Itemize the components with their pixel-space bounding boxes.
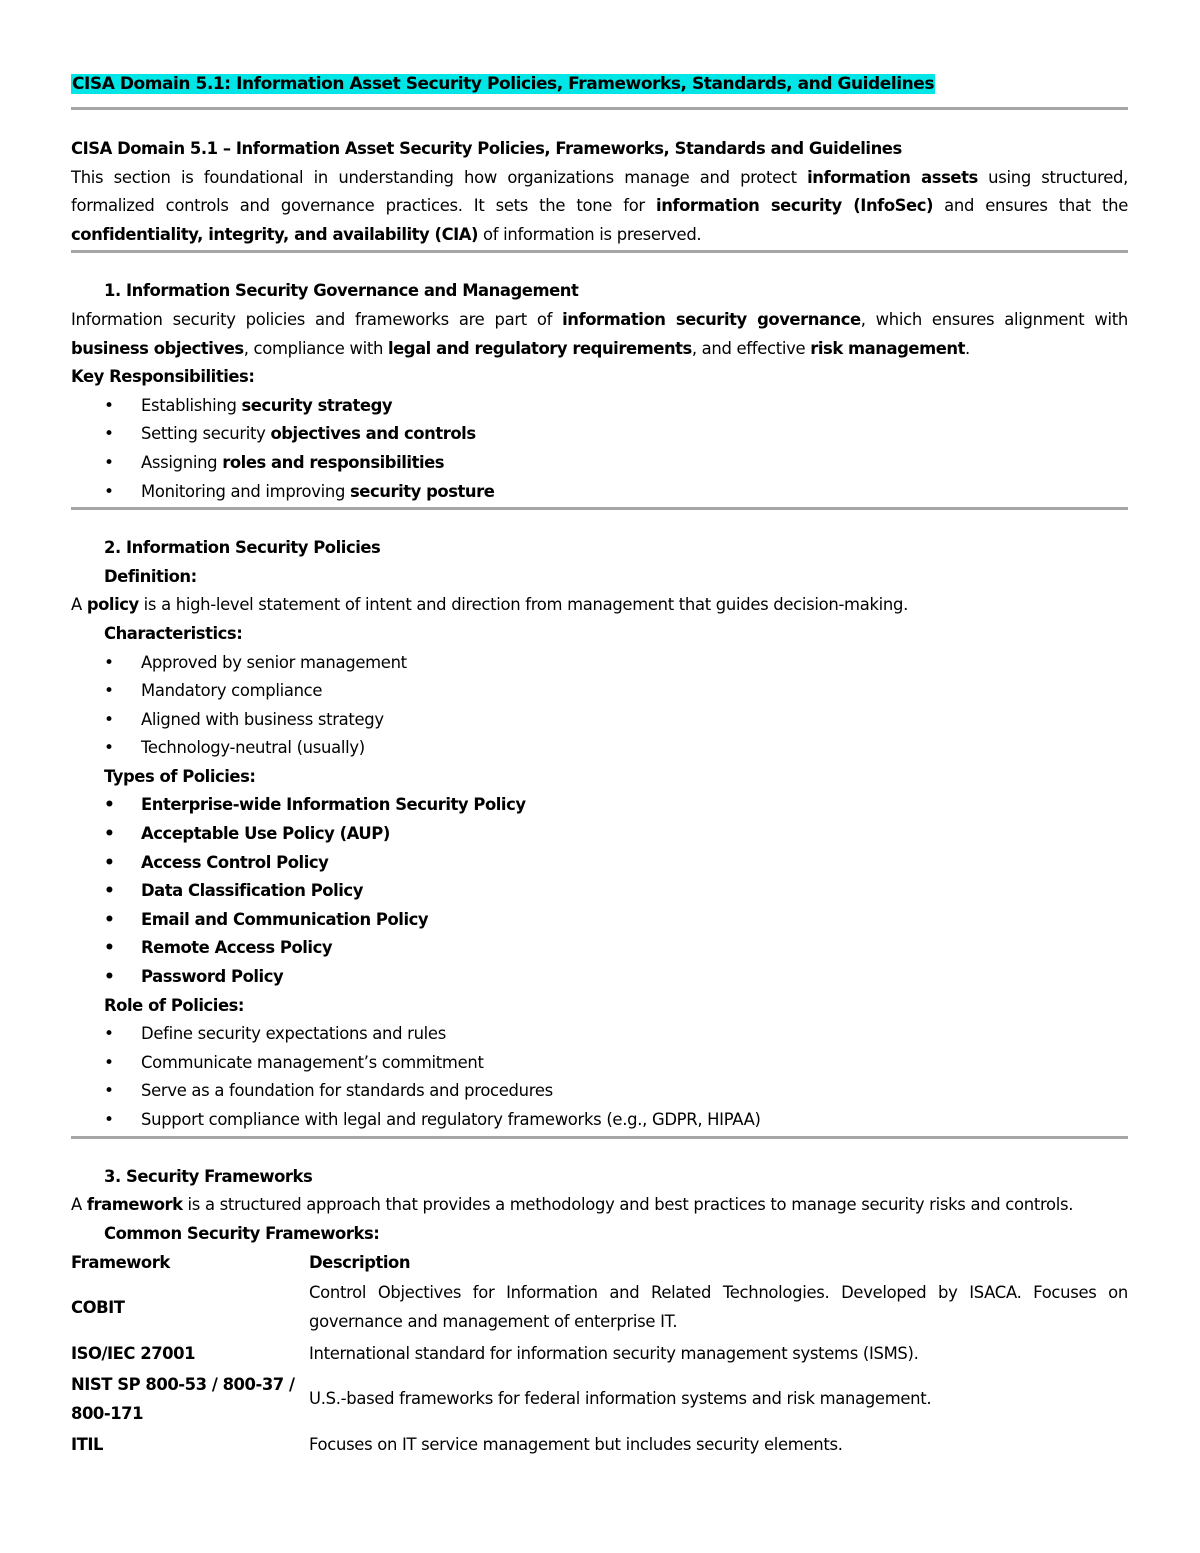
policy-roles-list <box>71 1020 1128 1134</box>
document-title <box>71 70 1128 99</box>
framework-definition: A framework is a structured approach that provides a methodology and best practices to manage security risks and controls. <box>71 1195 1074 1215</box>
role-label: Role of Policies: <box>104 995 245 1015</box>
framework-description-cell: International standard for information security management systems (ISMS). <box>309 1343 919 1363</box>
list-item: • Technology-neutral (usually) <box>71 734 1128 763</box>
list-item: • Enterprise-wide Information Security Policy <box>71 791 1128 820</box>
list-item: • Acceptable Use Policy (AUP) <box>71 820 1128 849</box>
table-header-row <box>71 1248 1128 1279</box>
list-item: • Aligned with business strategy <box>71 706 1128 735</box>
characteristics-label: Characteristics: <box>104 623 243 643</box>
framework-description-cell: U.S.-based frameworks for federal information systems and risk management. <box>309 1389 932 1409</box>
table-row <box>71 1340 1128 1372</box>
list-item: • Assigning roles and responsibilities <box>71 449 1128 478</box>
list-item: • Define security expectations and rules <box>71 1020 1128 1049</box>
list-item: • Approved by senior management <box>71 649 1128 678</box>
section-3-heading: 3. Security Frameworks <box>104 1166 313 1186</box>
list-item: • Setting security objectives and controls <box>71 420 1128 449</box>
section-2-heading: 2. Information Security Policies <box>104 538 381 558</box>
definition-label: Definition: <box>104 566 197 586</box>
frameworks-table <box>71 1248 1128 1463</box>
framework-name-cell: ISO/IEC 27001 <box>71 1343 196 1363</box>
list-item: • Establishing security strategy <box>71 392 1128 421</box>
list-item: • Serve as a foundation for standards and procedures <box>71 1077 1128 1106</box>
table-row <box>71 1371 1128 1431</box>
framework-description-cell: Control Objectives for Information and Related Technologies. Developed by ISACA. Focuses on governance and management of enterprise IT. <box>309 1283 1128 1331</box>
table-header: Description <box>309 1253 411 1273</box>
characteristics-list <box>71 649 1128 763</box>
document-title-highlight: CISA Domain 5.1: Information Asset Security Policies, Frameworks, Standards, and Guidelines <box>72 74 935 94</box>
framework-name-cell: COBIT <box>71 1297 125 1317</box>
list-item: • Email and Communication Policy <box>71 906 1128 935</box>
policy-definition: A policy is a high-level statement of intent and direction from management that guides decision-making. <box>71 595 909 615</box>
framework-name-cell: NIST SP 800-53 / 800-37 / 800-171 <box>71 1375 295 1423</box>
types-label: Types of Policies: <box>104 766 256 786</box>
list-item: • Remote Access Policy <box>71 934 1128 963</box>
key-responsibilities-label: Key Responsibilities: <box>71 367 255 387</box>
table-row <box>71 1431 1128 1463</box>
intro-body: This section is foundational in understanding how organizations manage and protect information assets using structured, formalized controls and governance practices. It sets the tone for information security (InfoSec) and ensures that the confidentiality, integrity, and availability (CIA) of information is preserved. <box>71 167 1128 244</box>
list-item: • Communicate management’s commitment <box>71 1049 1128 1078</box>
section-1-body: Information security policies and frameworks are part of information security governance, which ensures alignment with business objectives, compliance with legal and regulatory requirements, and effective risk management. <box>71 309 1128 358</box>
list-item: • Password Policy <box>71 963 1128 992</box>
list-item: • Support compliance with legal and regulatory frameworks (e.g., GDPR, HIPAA) <box>71 1106 1128 1135</box>
framework-name-cell: ITIL <box>71 1435 104 1455</box>
list-item: • Monitoring and improving security posture <box>71 478 1128 507</box>
list-item: • Access Control Policy <box>71 849 1128 878</box>
list-item: • Mandatory compliance <box>71 677 1128 706</box>
table-header: Framework <box>71 1253 170 1273</box>
common-frameworks-label: Common Security Frameworks: <box>104 1223 380 1243</box>
framework-description-cell: Focuses on IT service management but includes security elements. <box>309 1435 843 1455</box>
section-1-heading: 1. Information Security Governance and Management <box>104 281 579 301</box>
list-item: • Data Classification Policy <box>71 877 1128 906</box>
policy-types-list <box>71 791 1128 991</box>
intro-heading: CISA Domain 5.1 – Information Asset Security Policies, Frameworks, Standards and Guidelines <box>71 139 902 158</box>
key-responsibilities-list <box>71 392 1128 506</box>
table-row <box>71 1279 1128 1339</box>
